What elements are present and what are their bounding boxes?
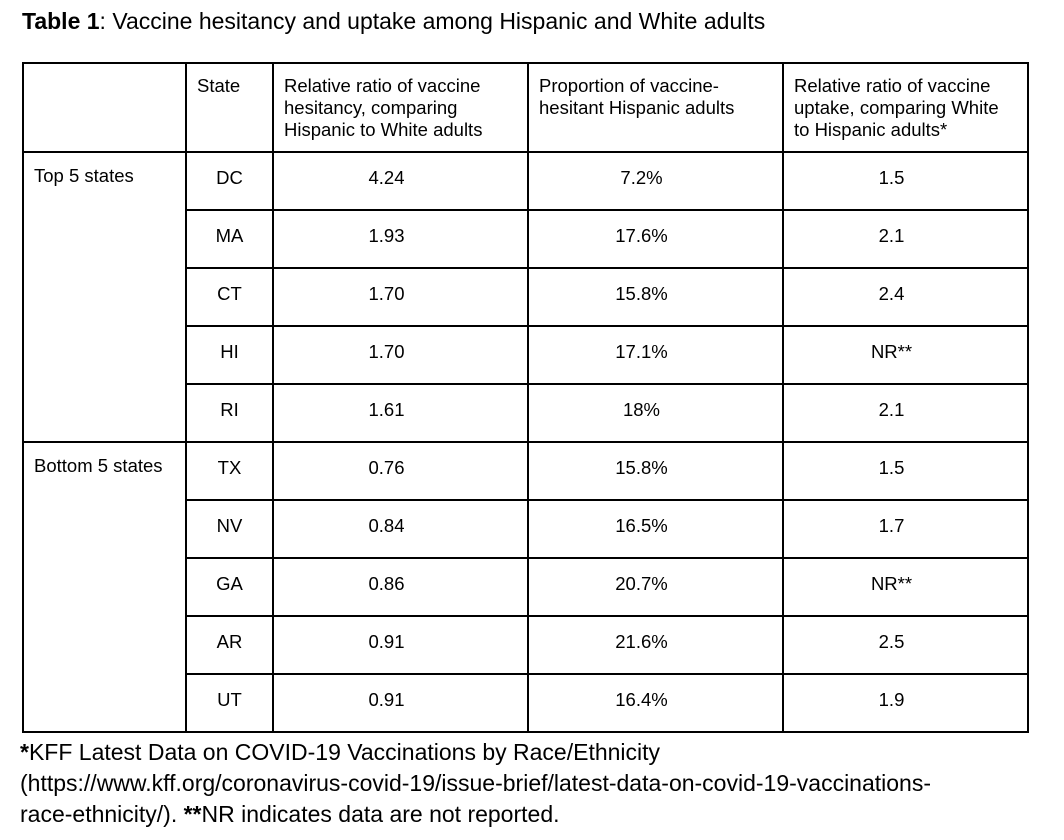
- hesitancy-cell: 0.76: [273, 442, 528, 500]
- proportion-cell: 15.8%: [528, 442, 783, 500]
- footnote-double-asterisk-marker: **: [183, 801, 202, 827]
- table-caption-number: Table 1: [22, 8, 100, 34]
- proportion-cell: 15.8%: [528, 268, 783, 326]
- state-cell: HI: [186, 326, 273, 384]
- uptake-cell: 1.5: [783, 152, 1028, 210]
- hesitancy-cell: 1.70: [273, 268, 528, 326]
- table-caption-text: : Vaccine hesitancy and uptake among Hispanic and White adults: [99, 8, 766, 34]
- group-label-top5: Top 5 states: [23, 152, 186, 442]
- footnote-nr-note: NR indicates data are not reported.: [201, 801, 560, 827]
- proportion-cell: 21.6%: [528, 616, 783, 674]
- proportion-cell: 16.4%: [528, 674, 783, 732]
- state-cell: UT: [186, 674, 273, 732]
- group-label-bottom5: Bottom 5 states: [23, 442, 186, 732]
- hesitancy-cell: 0.84: [273, 500, 528, 558]
- state-cell: GA: [186, 558, 273, 616]
- header-row: [23, 63, 1028, 152]
- hesitancy-cell: 1.61: [273, 384, 528, 442]
- proportion-cell: 17.6%: [528, 210, 783, 268]
- state-cell: MA: [186, 210, 273, 268]
- hesitancy-cell: 0.91: [273, 616, 528, 674]
- header-proportion-hesitant: Proportion of vaccine-hesitant Hispanic adults: [528, 63, 783, 152]
- footnote: [20, 737, 960, 830]
- table-row: [23, 152, 1028, 210]
- footnote-source-text: KFF Latest Data on COVID-19 Vaccinations by Race/Ethnicity: [28, 739, 661, 765]
- uptake-cell: NR**: [783, 326, 1028, 384]
- uptake-cell: 2.4: [783, 268, 1028, 326]
- hesitancy-cell: 0.86: [273, 558, 528, 616]
- proportion-cell: 18%: [528, 384, 783, 442]
- uptake-cell: 2.1: [783, 384, 1028, 442]
- hesitancy-cell: 4.24: [273, 152, 528, 210]
- state-cell: RI: [186, 384, 273, 442]
- footnote-asterisk-marker: *: [20, 739, 29, 765]
- uptake-cell: 2.1: [783, 210, 1028, 268]
- proportion-cell: 17.1%: [528, 326, 783, 384]
- uptake-cell: 2.5: [783, 616, 1028, 674]
- uptake-cell: 1.7: [783, 500, 1028, 558]
- header-hesitancy-ratio: Relative ratio of vaccine hesitancy, comparing Hispanic to White adults: [273, 63, 528, 152]
- uptake-cell: 1.9: [783, 674, 1028, 732]
- uptake-cell: 1.5: [783, 442, 1028, 500]
- state-cell: CT: [186, 268, 273, 326]
- table-caption: [22, 7, 1064, 36]
- header-group-blank: [23, 63, 186, 152]
- state-cell: NV: [186, 500, 273, 558]
- table-row: [23, 442, 1028, 500]
- header-uptake-ratio: Relative ratio of vaccine uptake, comparing White to Hispanic adults*: [783, 63, 1028, 152]
- state-cell: TX: [186, 442, 273, 500]
- header-state: State: [186, 63, 273, 152]
- vaccine-table: [22, 62, 1029, 733]
- hesitancy-cell: 1.93: [273, 210, 528, 268]
- hesitancy-cell: 0.91: [273, 674, 528, 732]
- uptake-cell: NR**: [783, 558, 1028, 616]
- hesitancy-cell: 1.70: [273, 326, 528, 384]
- state-cell: AR: [186, 616, 273, 674]
- footnote-source-url: (https://www.kff.org/coronavirus-covid-19/issue-brief/latest-data-on-covid-19-vaccinations-race-ethnicity/).: [20, 770, 932, 827]
- proportion-cell: 16.5%: [528, 500, 783, 558]
- state-cell: DC: [186, 152, 273, 210]
- proportion-cell: 20.7%: [528, 558, 783, 616]
- proportion-cell: 7.2%: [528, 152, 783, 210]
